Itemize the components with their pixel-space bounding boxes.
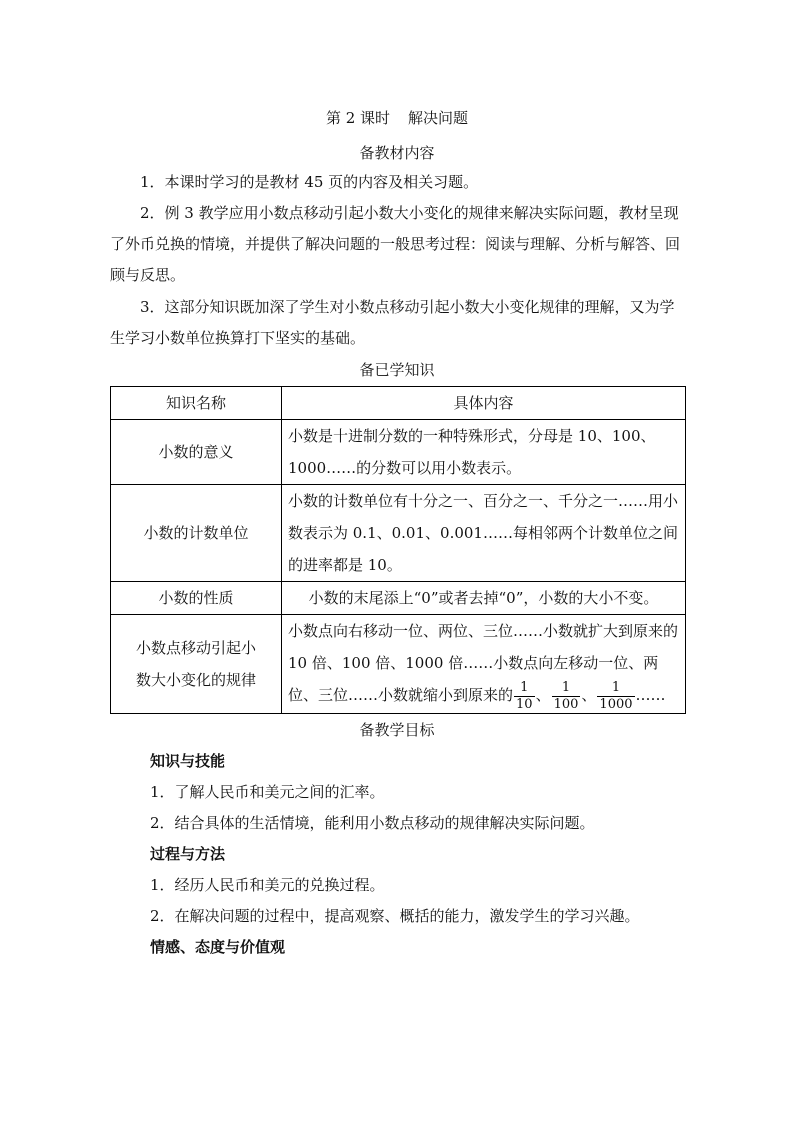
heading-teaching-goals: 备教学目标 xyxy=(359,721,435,739)
subheading-attitude-values: 情感、态度与价值观 xyxy=(150,938,286,956)
table-row xyxy=(111,485,686,582)
table-row xyxy=(111,615,686,714)
row-content: 小数是十进制分数的一种特殊形式，分母是 10、100、1000……的分数可以用小数表示。 xyxy=(282,420,686,485)
heading-prior-knowledge: 备已学知识 xyxy=(359,361,435,379)
table-row xyxy=(111,582,686,615)
subheading-knowledge-skills: 知识与技能 xyxy=(150,752,226,770)
lesson-topic: 解决问题 xyxy=(408,109,469,127)
row-name: 小数的计数单位 xyxy=(111,485,282,582)
lesson-title xyxy=(0,107,794,128)
table-row xyxy=(111,420,686,485)
fraction-separator: 、 xyxy=(535,686,551,704)
row-content: 小数的计数单位有十分之一、百分之一、千分之一……用小数表示为 0.1、0.01、0.001……每相邻两个计数单位之间的进率都是 10。 xyxy=(282,485,686,582)
knowledge-table xyxy=(110,386,686,714)
textbook-para-1: 1．本课时学习的是教材 45 页的内容及相关习题。 xyxy=(140,173,479,191)
row-name: 小数点移动引起小数大小变化的规律 xyxy=(111,615,282,714)
textbook-para-3: 3．这部分知识既加深了学生对小数点移动引起小数大小变化规律的理解，又为学生学习小数单位换算打下坚实的基础。 xyxy=(110,298,675,347)
fraction-separator: 、 xyxy=(581,686,597,704)
row-name: 小数的意义 xyxy=(111,420,282,485)
subheading-process-method: 过程与方法 xyxy=(150,845,226,863)
heading-textbook-content: 备教材内容 xyxy=(359,144,435,162)
lesson-number: 第 2 课时 xyxy=(325,109,391,127)
row-name: 小数的性质 xyxy=(111,582,282,615)
row-content-text: 小数点向右移动一位、两位、三位……小数就扩大到原来的 10 倍、100 倍、1000 倍……小数点向左移动一位、两位、三位……小数就缩小到原来的 xyxy=(288,622,679,704)
fraction-hundredth: $\frac{1}{100}$ xyxy=(553,679,579,712)
row-content xyxy=(282,615,686,714)
header-content: 具体内容 xyxy=(282,387,686,420)
goal-item: 1．经历人民币和美元的兑换过程。 xyxy=(150,876,385,894)
goal-item: 1．了解人民币和美元之间的汇率。 xyxy=(150,783,385,801)
goal-item: 2．结合具体的生活情境，能利用小数点移动的规律解决实际问题。 xyxy=(150,814,595,832)
fraction-tenth: $\frac{1}{10}$ xyxy=(516,679,533,712)
textbook-para-2: 2．例 3 教学应用小数点移动引起小数大小变化的规律来解决实际问题，教材呈现了外币兑换的情境，并提供了解决问题的一般思考过程：阅读与理解、分析与解答、回顾与反思。 xyxy=(110,204,681,284)
header-knowledge-name: 知识名称 xyxy=(111,387,282,420)
fraction-thousandth: $\frac{1}{1000}$ xyxy=(599,679,633,712)
table-header-row xyxy=(111,387,686,420)
ellipsis: …… xyxy=(635,686,666,704)
goal-item: 2．在解决问题的过程中，提高观察、概括的能力，激发学生的学习兴趣。 xyxy=(150,907,640,925)
row-content: 小数的末尾添上“0”或者去掉“0”，小数的大小不变。 xyxy=(282,582,686,615)
